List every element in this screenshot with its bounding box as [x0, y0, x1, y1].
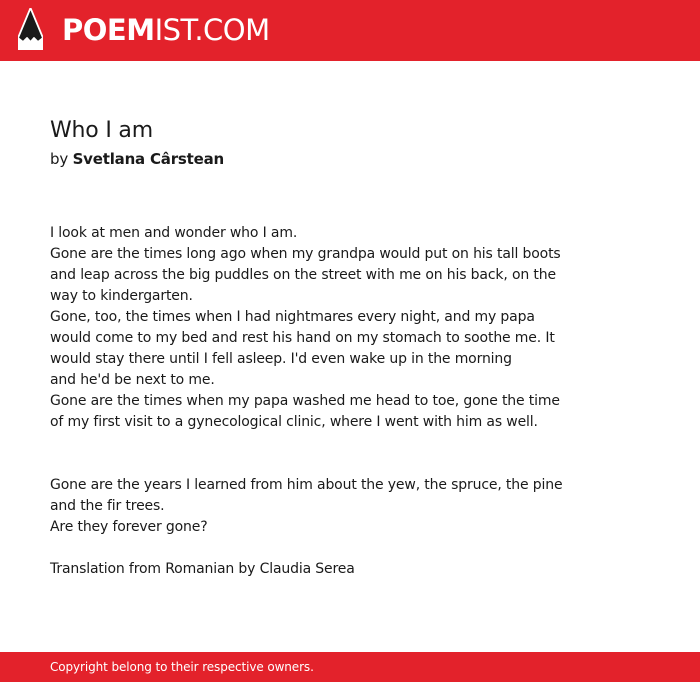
poem-blank-line: [50, 433, 570, 454]
poem-blank-line: [50, 454, 570, 475]
poem-body: [50, 223, 570, 580]
poem-line: Gone are the times when my papa washed me head to toe, gone the time: [50, 393, 560, 409]
poem-line: would come to my bed and rest his hand on my stomach to soothe me. It: [50, 330, 555, 346]
poem-line: and he'd be next to me.: [50, 372, 215, 388]
poem-title: Who I am: [50, 118, 153, 143]
copyright-text: Copyright belong to their respective owners.: [50, 660, 314, 674]
poem-line: and the fir trees.: [50, 498, 165, 514]
poem-line: I look at men and wonder who I am.: [50, 225, 298, 241]
translation-credit: Translation from Romanian by Claudia Serea: [50, 561, 355, 577]
poem-line: Gone are the years I learned from him about the yew, the spruce, the pine: [50, 477, 563, 493]
poem-line: and leap across the big puddles on the street with me on his back, on the: [50, 267, 556, 283]
poem-line: Are they forever gone?: [50, 519, 208, 535]
author-link[interactable]: Svetlana Cârstean: [72, 150, 224, 168]
brand-name: [62, 8, 270, 52]
site-header: [0, 0, 700, 61]
poem-blank-line: [50, 538, 570, 559]
poem-line: Gone, too, the times when I had nightmares every night, and my papa: [50, 309, 535, 325]
poem-line: of my first visit to a gynecological clinic, where I went with him as well.: [50, 414, 538, 430]
poem-line: way to kindergarten.: [50, 288, 193, 304]
by-label: by: [50, 150, 68, 168]
site-logo-link[interactable]: [18, 8, 270, 52]
brand-name-bold: POEM: [62, 13, 155, 47]
pencil-tip-icon: [18, 8, 43, 52]
byline: [50, 146, 570, 172]
poem-line: would stay there until I fell asleep. I'd even wake up in the morning: [50, 351, 512, 367]
brand-name-light: IST.COM: [154, 13, 270, 47]
poem-line: Gone are the times long ago when my grandpa would put on his tall boots: [50, 246, 561, 262]
poem-container: [50, 116, 570, 580]
site-footer: [0, 652, 700, 682]
